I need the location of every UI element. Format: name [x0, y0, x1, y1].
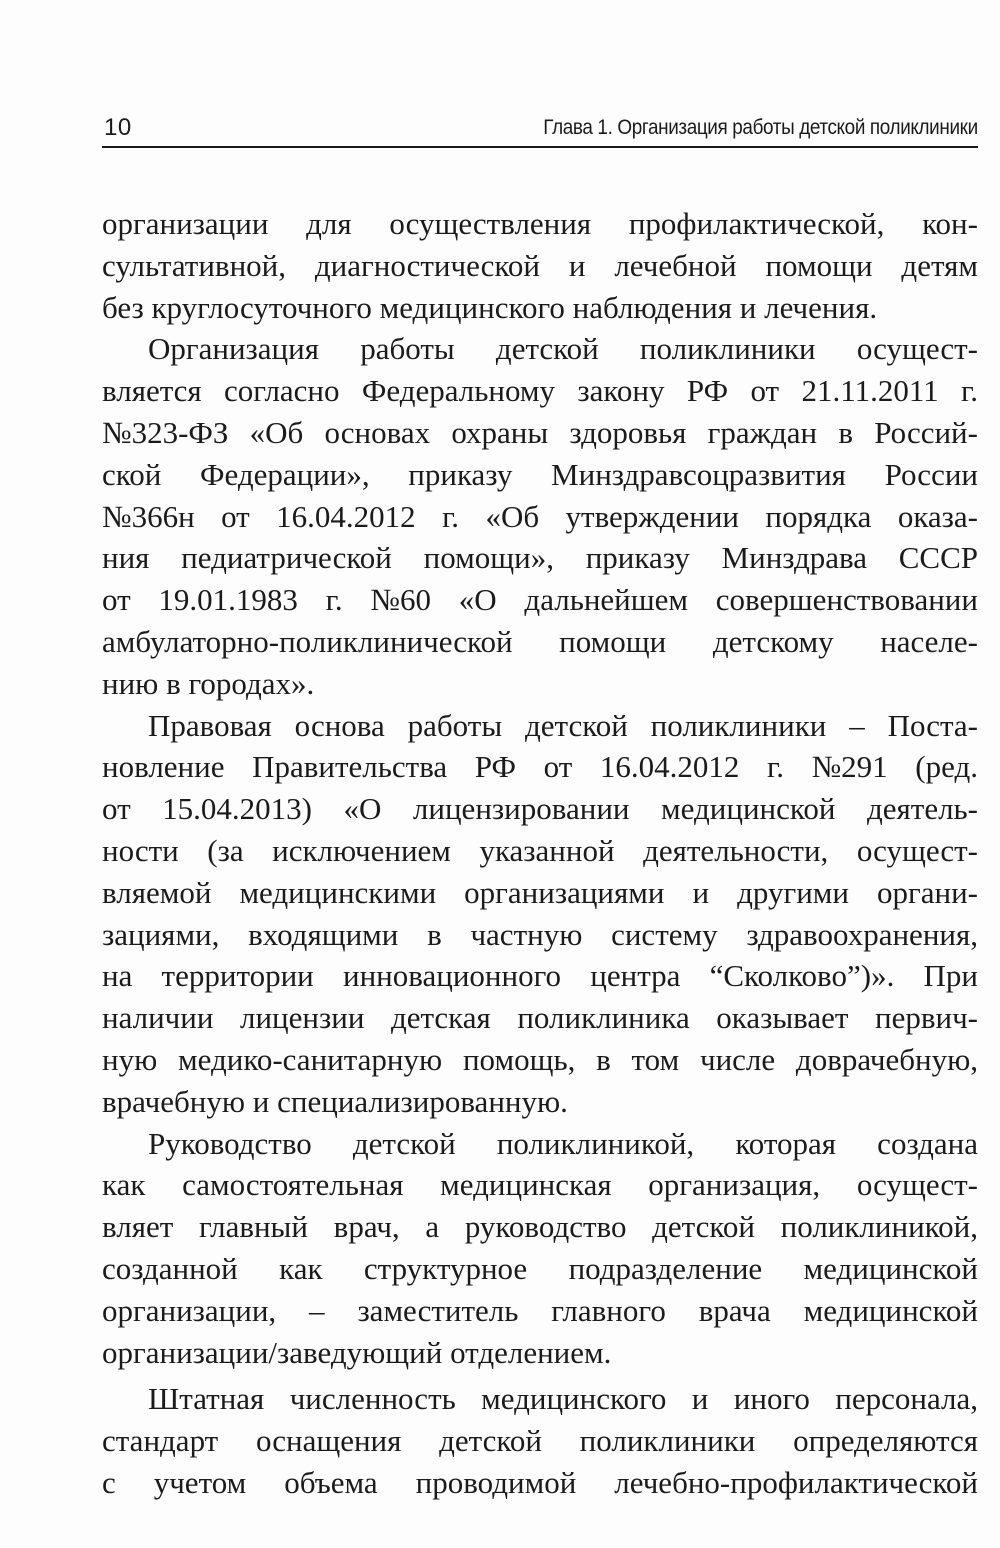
text-line: от 15.04.2013) «О лицензировании медицинской деятель-: [102, 791, 979, 827]
text-line: зациями, входящими в частную систему здравоохранения,: [102, 916, 979, 952]
text-line: наличии лицензии детская поликлиника оказывает первич-: [102, 1000, 979, 1036]
text-line: вляет главный врач, а руководство детской поликлиникой,: [102, 1209, 979, 1245]
text-line: с учетом объема проводимой лечебно-профилактической: [102, 1464, 978, 1500]
paragraph-5: [102, 1378, 978, 1503]
paragraph-1: [102, 203, 978, 328]
text-line: стандарт оснащения детской поликлиники определяются: [102, 1423, 978, 1459]
paragraph-3: [102, 705, 978, 1123]
text-line: ности (за исключением указанной деятельности, осущест-: [102, 832, 978, 868]
running-header: [102, 112, 978, 148]
text-line: Правовая основа работы детской поликлиники – Поста-: [148, 707, 978, 743]
text-line: вляемой медицинскими организациями и другими органи-: [102, 874, 978, 910]
text-line: организации, – заместитель главного врача медицинской: [102, 1292, 979, 1328]
text-line: Руководство детской поликлиникой, которая создана: [148, 1125, 979, 1161]
text-line: вляется согласно Федеральному закону РФ от 21.11.2011 г.: [102, 373, 979, 409]
text-line: созданной как структурное подразделение медицинской: [102, 1250, 978, 1286]
text-line: врачебную и специализированную.: [102, 1083, 568, 1119]
text-line: ную медико-санитарную помощь, в том числе доврачебную,: [102, 1041, 978, 1077]
body-text: [102, 203, 978, 1504]
text-line: ния педиатрической помощи», приказу Минздрава СССР: [102, 540, 978, 576]
text-line: организации/заведующий отделением.: [102, 1334, 612, 1370]
text-line: №323-ФЗ «Об основах охраны здоровья граждан в Россий-: [102, 414, 978, 450]
text-line: ской Федерации», приказу Минздравсоцразвития России: [102, 456, 979, 492]
text-line: Штатная численность медицинского и иного персонала,: [148, 1381, 978, 1417]
chapter-title: Глава 1. Организация работы детской поликлиники: [543, 116, 978, 139]
text-line: без круглосуточного медицинского наблюдения и лечения.: [102, 289, 878, 325]
page-number: 10: [104, 114, 132, 141]
text-line: нию в городах».: [102, 665, 315, 701]
text-line: Организация работы детской поликлиники осущест-: [148, 331, 979, 367]
text-line: амбулаторно-поликлинической помощи детскому населе-: [102, 623, 978, 659]
text-line: №366н от 16.04.2012 г. «Об утверждении порядка оказа-: [102, 498, 979, 534]
paragraph-4: [102, 1123, 978, 1374]
text-line: от 19.01.1983 г. №60 «О дальнейшем совершенствовании: [102, 582, 978, 618]
text-line: как самостоятельная медицинская организация, осущест-: [102, 1167, 978, 1203]
paragraph-2: [102, 328, 978, 704]
text-line: организации для осуществления профилактической, кон-: [102, 206, 978, 241]
text-line: на территории инновационного центра “Сколково”)». При: [102, 958, 979, 994]
text-line: новление Правительства РФ от 16.04.2012 г. №291 (ред.: [102, 749, 978, 785]
text-line: сультативной, диагностической и лечебной помощи детям: [102, 247, 978, 283]
